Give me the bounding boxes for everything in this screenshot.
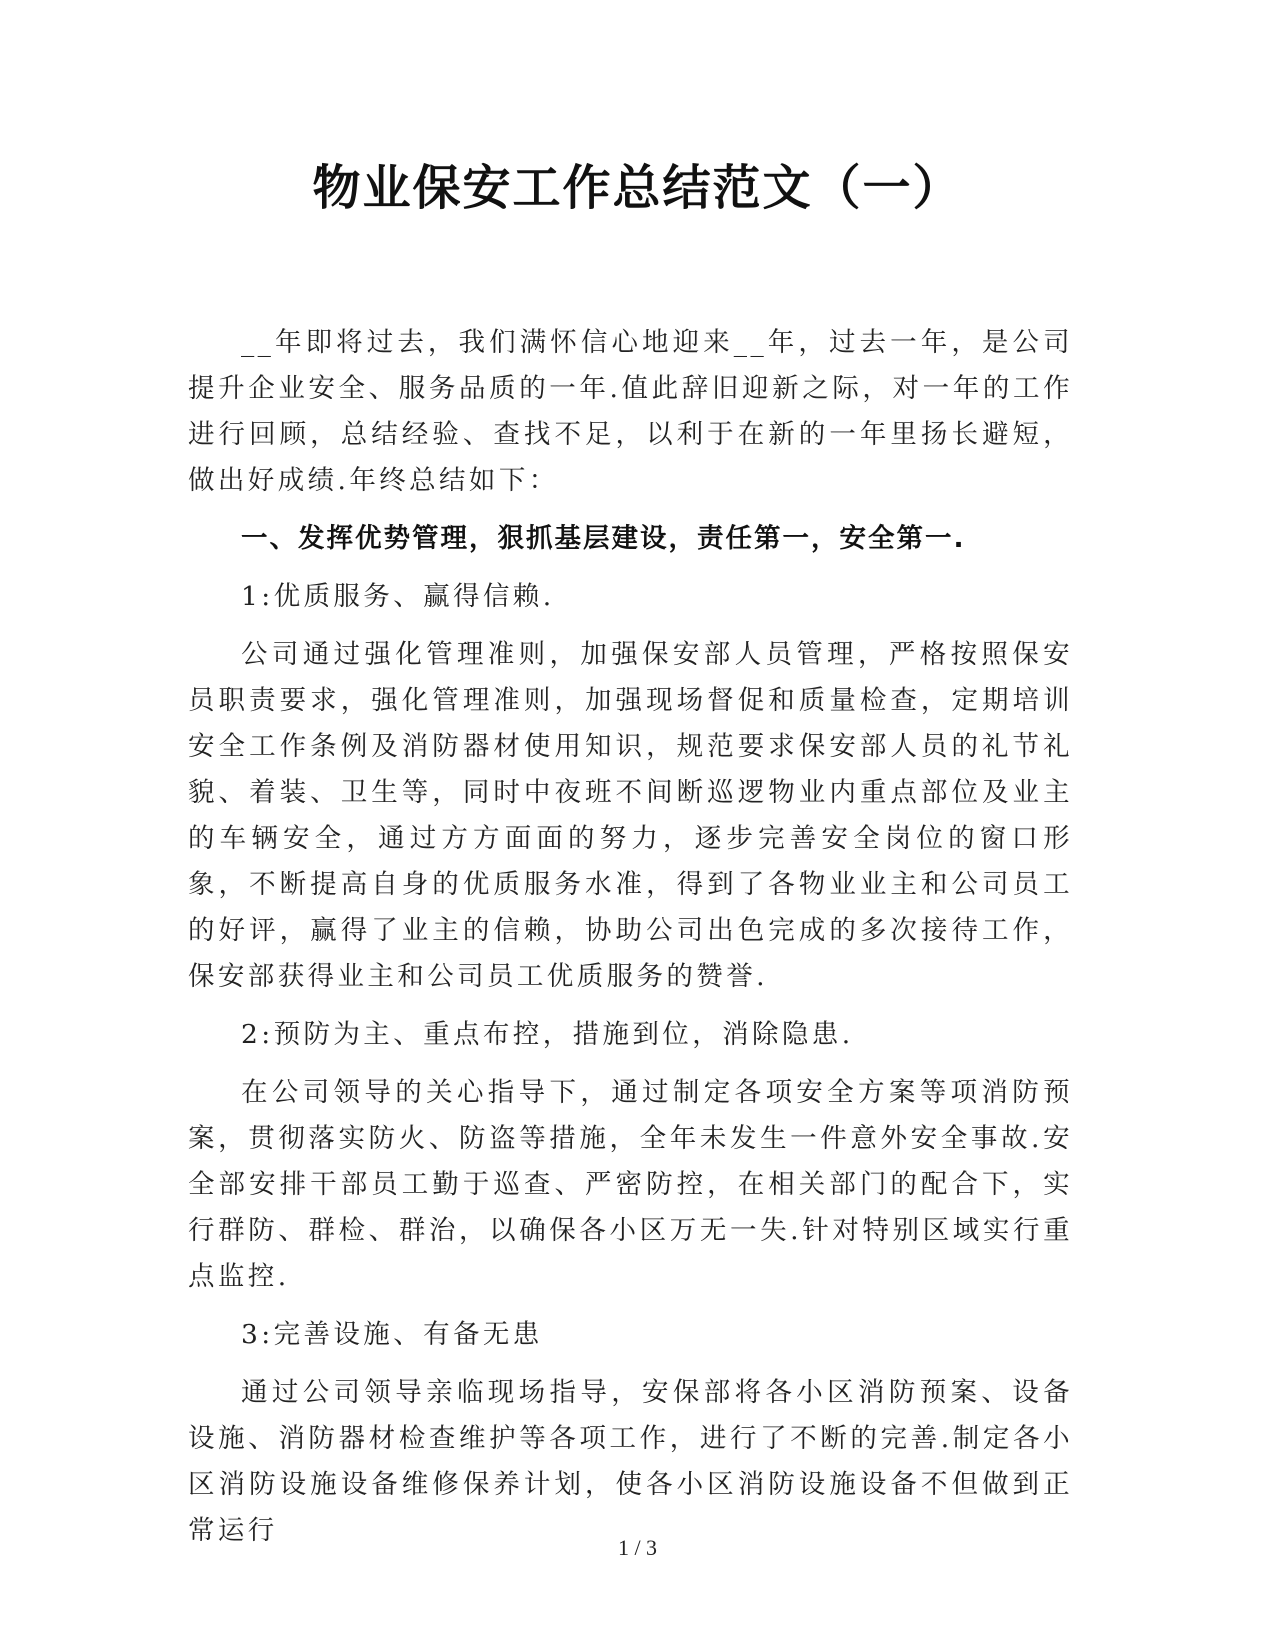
intro-paragraph: __年即将过去，我们满怀信心地迎来__年，过去一年，是公司提升企业安全、服务品质的一年.值此辞旧迎新之际，对一年的工作进行回顾，总结经验、查找不足，以利于在新的一年里扬长避短，做出好成绩.年终总结如下：: [188, 327, 1073, 496]
subheading-1: 1:优质服务、赢得信赖.: [241, 581, 555, 612]
paragraph-1: 公司通过强化管理准则，加强保安部人员管理，严格按照保安员职责要求，强化管理准则，加强现场督促和质量检查，定期培训安全工作条例及消防器材使用知识，规范要求保安部人员的礼节礼貌、着装、卫生等，同时中夜班不间断巡逻物业内重点部位及业主的车辆安全，通过方方面面的努力，逐步完善安全岗位的窗口形象，不断提高自身的优质服务水准，得到了各物业业主和公司员工的好评，赢得了业主的信赖，协助公司出色完成的多次接待工作，保安部获得业主和公司员工优质服务的赞誉.: [188, 639, 1073, 992]
subheading-2: 2:预防为主、重点布控，措施到位，消除隐患.: [241, 1019, 854, 1050]
document-title: 物业保安工作总结范文（一）: [312, 160, 963, 216]
paragraph-3: 通过公司领导亲临现场指导，安保部将各小区消防预案、设备设施、消防器材检查维护等各项工作，进行了不断的完善.制定各小区消防设施设备维修保养计划，使各小区消防设施设备不但做到正常运行: [188, 1377, 1073, 1546]
document-body: [188, 320, 1073, 1566]
section-heading: 一、发挥优势管理，狠抓基层建设，责任第一，安全第一.: [241, 523, 966, 554]
paragraph-2: 在公司领导的关心指导下，通过制定各项安全方案等项消防预案，贯彻落实防火、防盗等措施，全年未发生一件意外安全事故.安全部安排干部员工勤于巡查、严密防控，在相关部门的配合下，实行群防、群检、群治，以确保各小区万无一失.针对特别区域实行重点监控.: [188, 1077, 1073, 1292]
subheading-3: 3:完善设施、有备无患: [241, 1319, 543, 1350]
page-number: 1 / 3: [617, 1535, 658, 1560]
